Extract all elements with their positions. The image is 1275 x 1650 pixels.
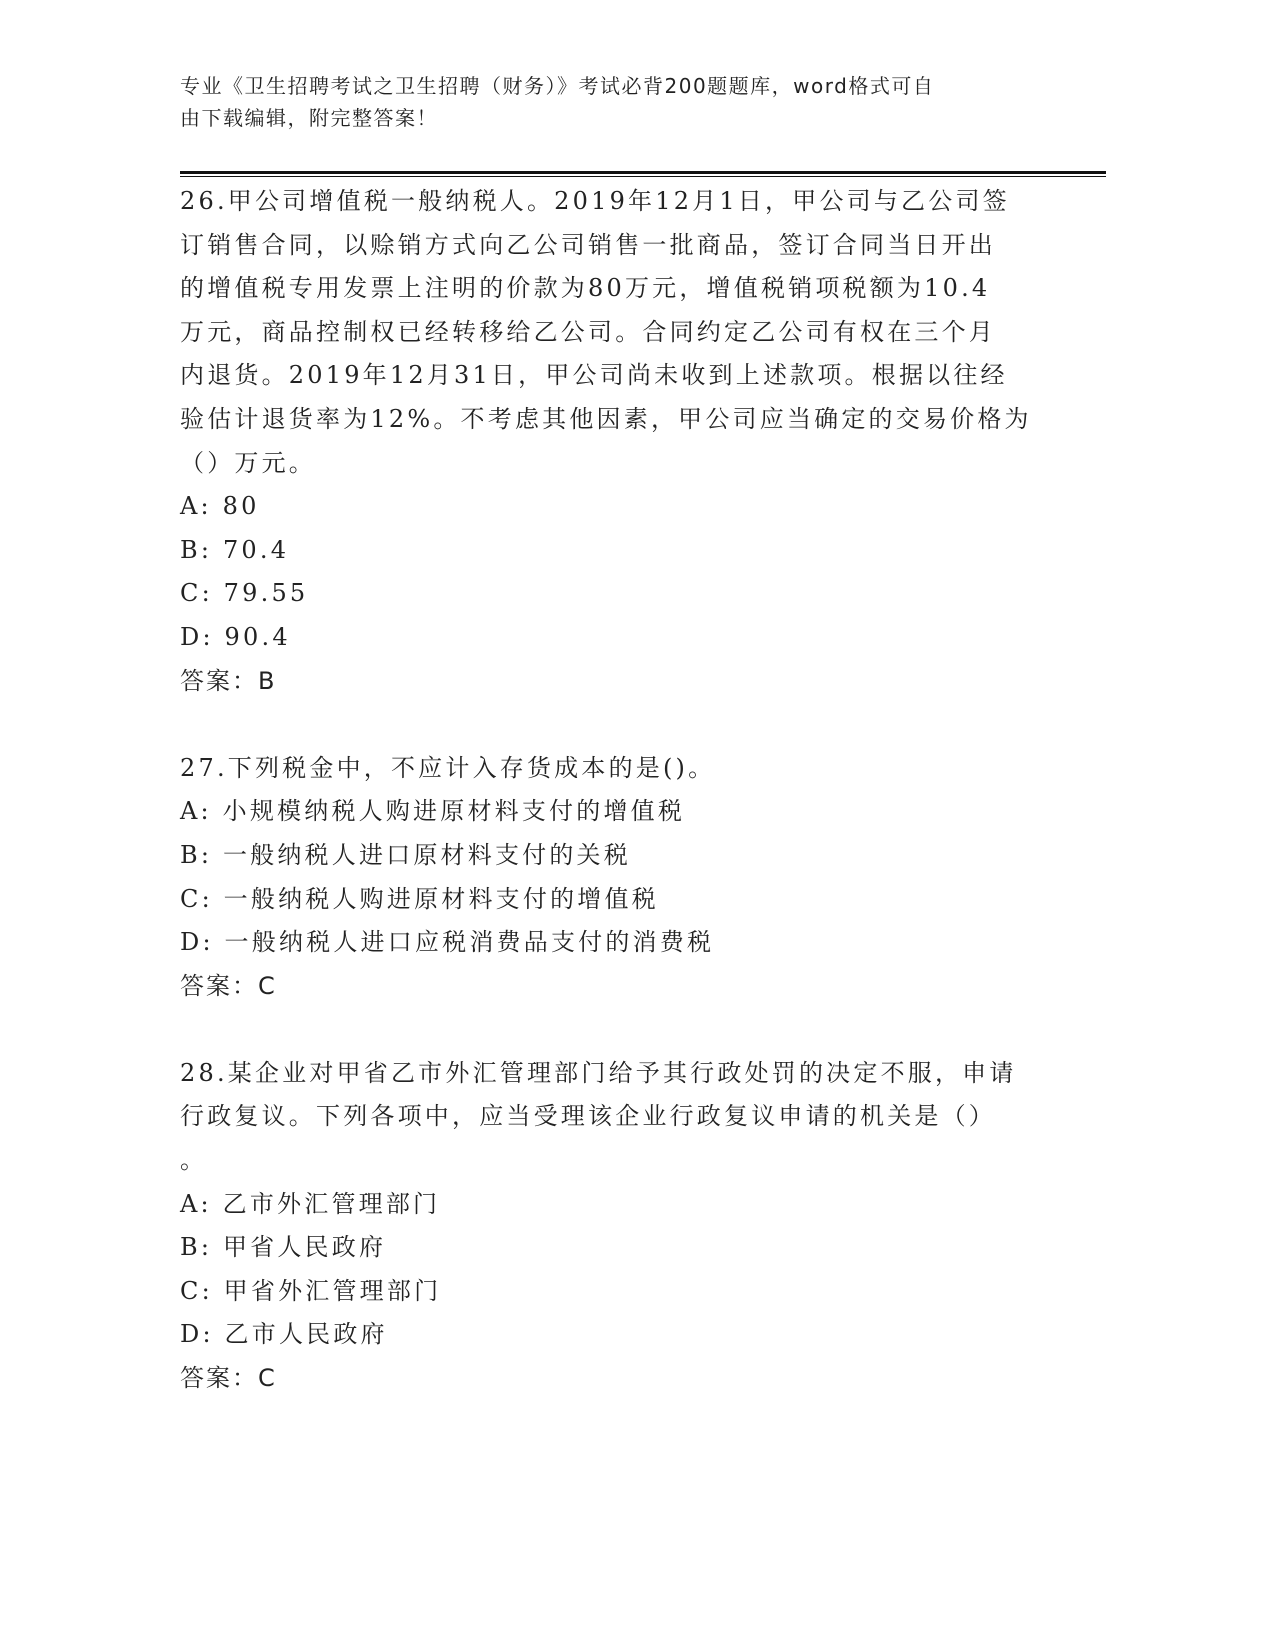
question-26 [180, 180, 1080, 747]
header-rule-thin [180, 176, 1106, 177]
question-stem-line: 。 [180, 1146, 208, 1175]
answer-option: C: 79.55 [180, 579, 309, 608]
question-stem-line: 26.甲公司增值税一般纳税人。2019年12月1日，甲公司与乙公司签 [180, 187, 1010, 215]
question-28 [180, 1052, 1080, 1401]
question-stem-line: 28.某企业对甲省乙市外汇管理部门给予其行政处罚的决定不服，申请 [180, 1058, 1017, 1087]
question-stem-line: 万元，商品控制权已经转移给乙公司。合同约定乙公司有权在三个月 [180, 317, 996, 346]
answer-option: C: 甲省外汇管理部门 [180, 1276, 442, 1305]
question-stem-line: 内退货。2019年12月31日，甲公司尚未收到上述款项。根据以往经 [180, 361, 1008, 390]
question-stem-line: （）万元。 [180, 448, 316, 477]
header-line: 由下载编辑，附完整答案！ [180, 106, 438, 130]
answer-option: B: 一般纳税人进口原材料支付的关税 [180, 840, 631, 869]
correct-answer: 答案：C [180, 1364, 277, 1393]
document-header [180, 70, 1060, 134]
correct-answer: 答案：C [180, 971, 277, 1000]
question-27 [180, 747, 1080, 1052]
answer-option: B: 甲省人民政府 [180, 1233, 387, 1262]
question-stem-line: 验估计退货率为12%。不考虑其他因素，甲公司应当确定的交易价格为 [180, 404, 1032, 433]
answer-option: A: 小规模纳税人购进原材料支付的增值税 [180, 797, 686, 826]
answer-option: B: 70.4 [180, 535, 290, 564]
answer-option: D: 乙市人民政府 [180, 1320, 388, 1349]
question-stem-line: 的增值税专用发票上注明的价款为80万元，增值税销项税额为10.4 [180, 274, 991, 303]
question-list [180, 180, 1080, 1401]
answer-option: D: 一般纳税人进口应税消费品支付的消费税 [180, 928, 715, 957]
answer-option: C: 一般纳税人购进原材料支付的增值税 [180, 884, 659, 913]
question-stem-line: 27.下列税金中，不应计入存货成本的是()。 [180, 753, 716, 782]
question-stem-line: 行政复议。下列各项中，应当受理该企业行政复议申请的机关是（） [180, 1102, 996, 1131]
header-rule-thick [180, 171, 1106, 174]
answer-option: A: 80 [180, 492, 260, 521]
question-spacer [180, 1008, 1080, 1052]
header-line: 专业《卫生招聘考试之卫生招聘（财务）》考试必背200题题库，word格式可自 [180, 74, 935, 98]
question-stem-line: 订销售合同，以赊销方式向乙公司销售一批商品，签订合同当日开出 [180, 230, 996, 259]
question-spacer [180, 703, 1080, 747]
answer-option: D: 90.4 [180, 622, 291, 651]
correct-answer: 答案：B [180, 666, 277, 695]
answer-option: A: 乙市外汇管理部门 [180, 1189, 441, 1218]
